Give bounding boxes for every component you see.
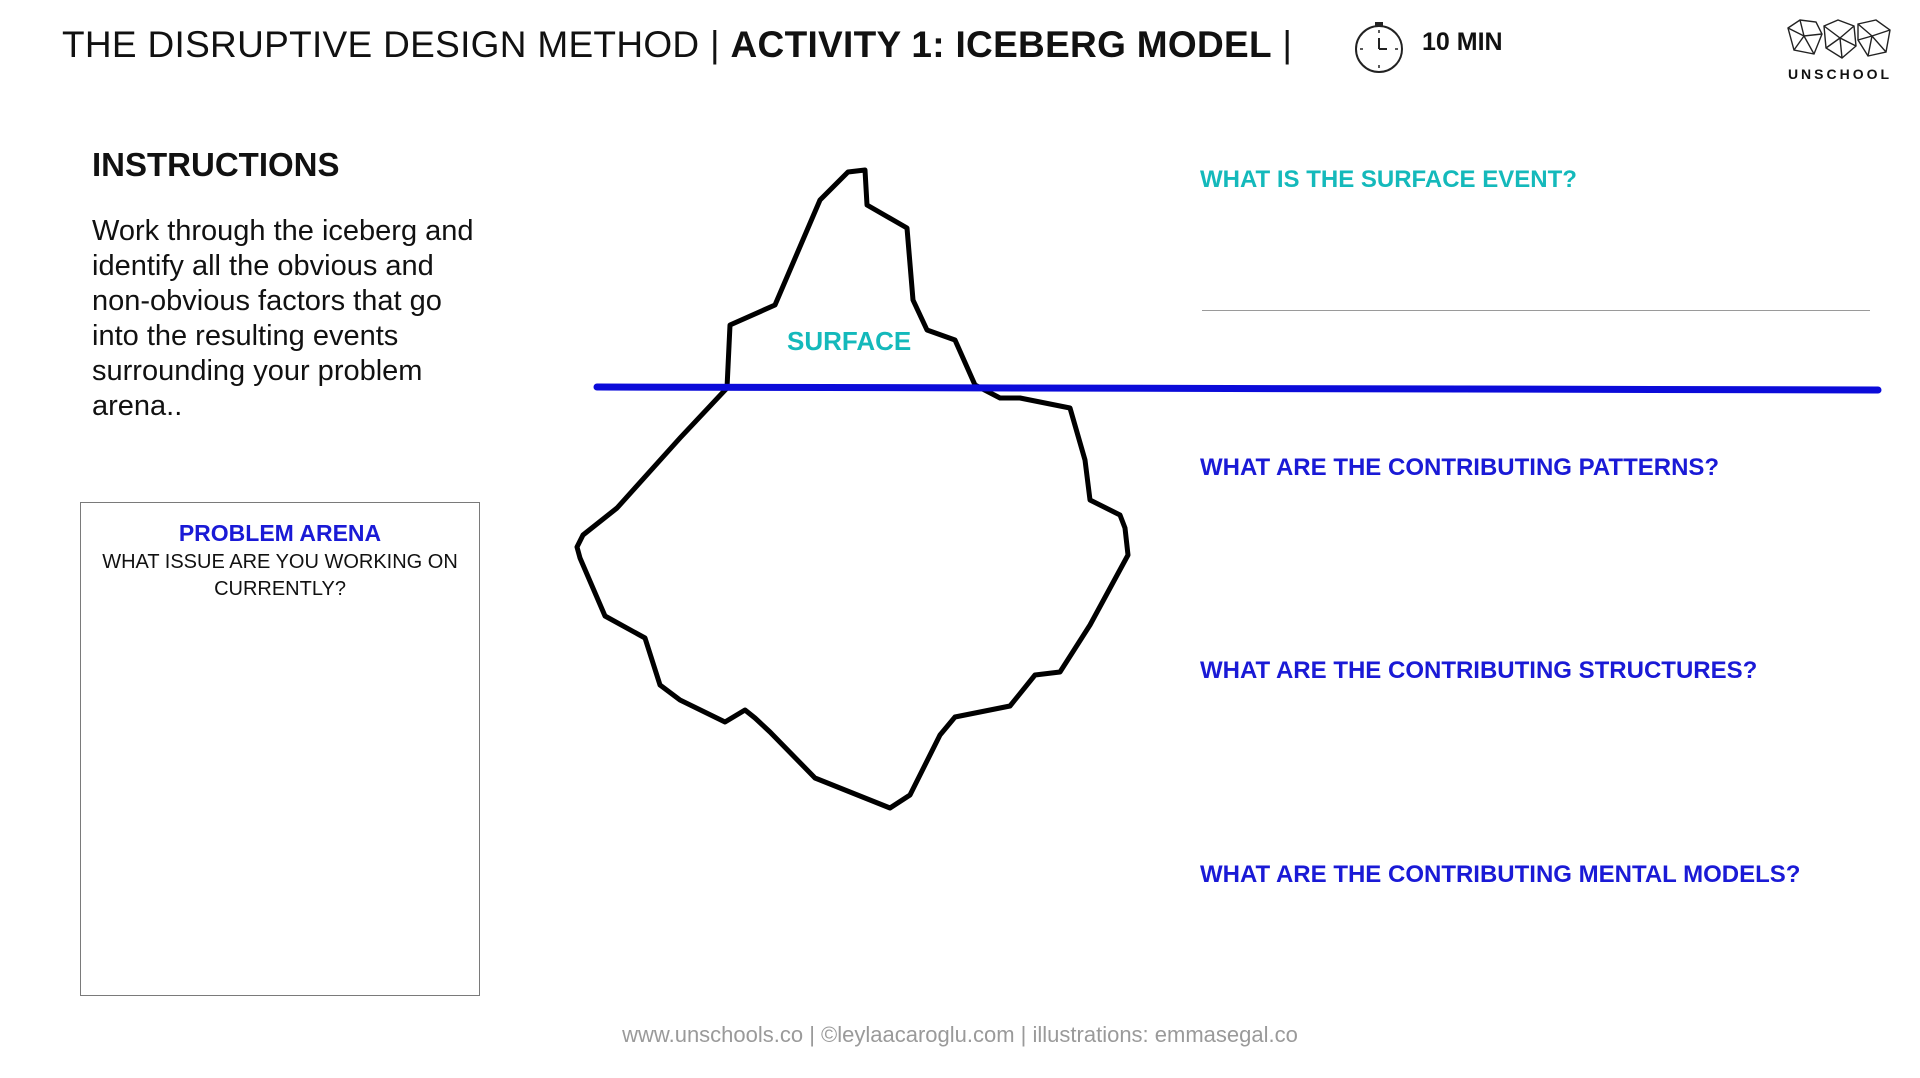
waterline <box>597 387 1878 390</box>
problem-arena-title: PROBLEM ARENA <box>178 520 382 546</box>
contributing-mental-models-question: WHAT ARE THE CONTRIBUTING MENTAL MODELS? <box>1200 861 1801 888</box>
instructions-body: Work through the iceberg and identify all the obvious and non-obvious factors that go into the resulting events surrounding your problem arena.. <box>92 215 474 422</box>
title-activity: ACTIVITY 1: ICEBERG MODEL <box>730 24 1272 65</box>
instructions-heading: INSTRUCTIONS <box>92 146 340 183</box>
timer-label: 10 MIN <box>1422 27 1503 56</box>
problem-arena-question: WHAT ISSUE ARE YOU WORKING ON CURRENTLY? <box>102 551 458 600</box>
contributing-structures-question: WHAT ARE THE CONTRIBUTING STRUCTURES? <box>1200 657 1758 684</box>
contributing-patterns-question: WHAT ARE THE CONTRIBUTING PATTERNS? <box>1200 454 1720 481</box>
surface-event-question: WHAT IS THE SURFACE EVENT? <box>1200 166 1577 193</box>
iceberg-outline <box>577 170 1128 808</box>
title-method: THE DISRUPTIVE DESIGN METHOD | <box>62 24 731 65</box>
title-separator: | <box>1271 24 1293 65</box>
logo-text: UNSCHOOL <box>1787 66 1893 82</box>
surface-event-answer-line[interactable] <box>1202 310 1870 311</box>
surface-label: SURFACE <box>787 326 912 356</box>
footer-credits: www.unschools.co | ©leylaacaroglu.com | illustrations: emmasegal.co <box>622 1022 1298 1047</box>
